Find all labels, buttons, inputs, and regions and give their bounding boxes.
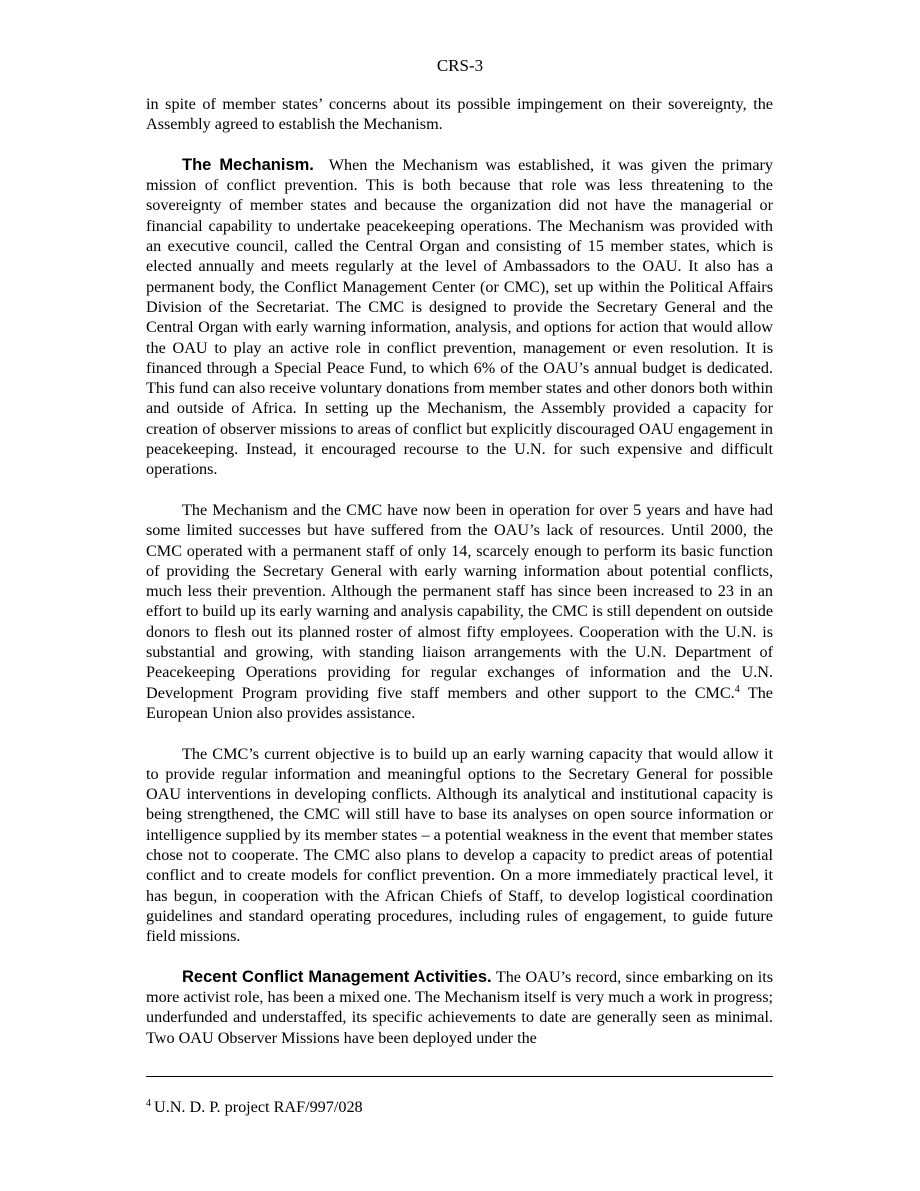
- paragraph-continuation: in spite of member states’ concerns about its possible impingement on their sovereignty, the Assembly agreed to establish the Mechanism.: [146, 95, 773, 134]
- paragraph-mechanism-text: When the Mechanism was established, it was given the primary mission of conflict prevention. This is both because that role was less threatening to the sovereignty of member states and because the organization did not have the managerial or financial capability to undertake peacekeeping operations. The Mechanism was provided with an executive council, called the Central Organ and consisting of 15 member states, which is elected annually and meets regularly at the level of Ambassadors to the OAU. It also has a permanent body, the Conflict Management Center (or CMC), set up within the Political Affairs Division of the Secretariat. The CMC is designed to provide the Secretary General and the Central Organ with early warning information, analysis, and options for action that would allow the OAU to play an active role in conflict prevention, management or even resolution. It is financed through a Special Peace Fund, to which 6% of the OAU’s annual budget is dedicated. This fund can also receive voluntary donations from member states and other donors both within and outside of Africa. In setting up the Mechanism, the Assembly provided a capacity for creation of observer missions to areas of conflict but explicitly discouraged OAU engagement in peacekeeping. Instead, it encouraged recourse to the U.N. for such expensive and difficult operations.: [146, 155, 773, 479]
- footnote-text: U.N. D. P. project RAF/997/028: [154, 1098, 363, 1116]
- page-number: CRS-3: [436, 56, 484, 75]
- paragraph-cmc-operations-tail: The European Union also provides assistance.: [146, 683, 773, 722]
- paragraph-cmc-operations: [146, 500, 773, 723]
- paragraph-mechanism: [146, 155, 773, 480]
- footnote-reference[interactable]: 4: [734, 683, 740, 695]
- paragraph-recent-activities: [146, 967, 773, 1048]
- paragraph-recent-activities-text: The OAU’s record, since embarking on its more activist role, has been a mixed one. The Mechanism itself is very much a work in progress; underfunded and understaffed, its specific achievements to date are generally seen as minimal. Two OAU Observer Missions have been deployed under the: [146, 967, 773, 1047]
- footnote-number: 4: [146, 1098, 151, 1109]
- document-body: [146, 94, 773, 1068]
- paragraph-cmc-objective: The CMC’s current objective is to build up an early warning capacity that would allow it to provide regular information and meaningful options to the Secretary General for possible OAU interventions in developing conflicts. Although its analytical and institutional capacity is being strengthened, the CMC will still have to base its analyses on open source information or intelligence supplied by its member states – a potential weakness in the event that member states chose not to cooperate. The CMC also plans to develop a capacity to predict areas of potential conflict and to create models for conflict prevention. On a more immediately practical level, it has begun, in cooperation with the African Chiefs of Staff, to develop logistical coordination guidelines and standard operating procedures, including rules of engagement, to guide future field missions.: [146, 744, 773, 946]
- paragraph-cmc-operations-text: The Mechanism and the CMC have now been in operation for over 5 years and have had some limited successes but have suffered from the OAU’s lack of resources. Until 2000, the CMC operated with a permanent staff of only 14, scarcely enough to perform its basic function of providing the Secretary General with early warning information about potential conflicts, much less their prevention. Although the permanent staff has since been increased to 23 in an effort to build up its early warning and analysis capability, the CMC is still dependent on outside donors to flesh out its planned roster of almost fifty employees. Cooperation with the U.N. is substantial and growing, with standing liaison arrangements with the U.N. Department of Peacekeeping Operations providing for regular exchanges of information and the U.N. Development Program providing five staff members and other support to the CMC.: [146, 500, 773, 702]
- footnote-divider: [146, 1076, 773, 1077]
- section-heading-recent-activities: Recent Conflict Management Activities.: [182, 967, 492, 986]
- footnote: [146, 1097, 773, 1117]
- section-heading-mechanism: The Mechanism.: [182, 155, 314, 174]
- page-header: [0, 56, 920, 76]
